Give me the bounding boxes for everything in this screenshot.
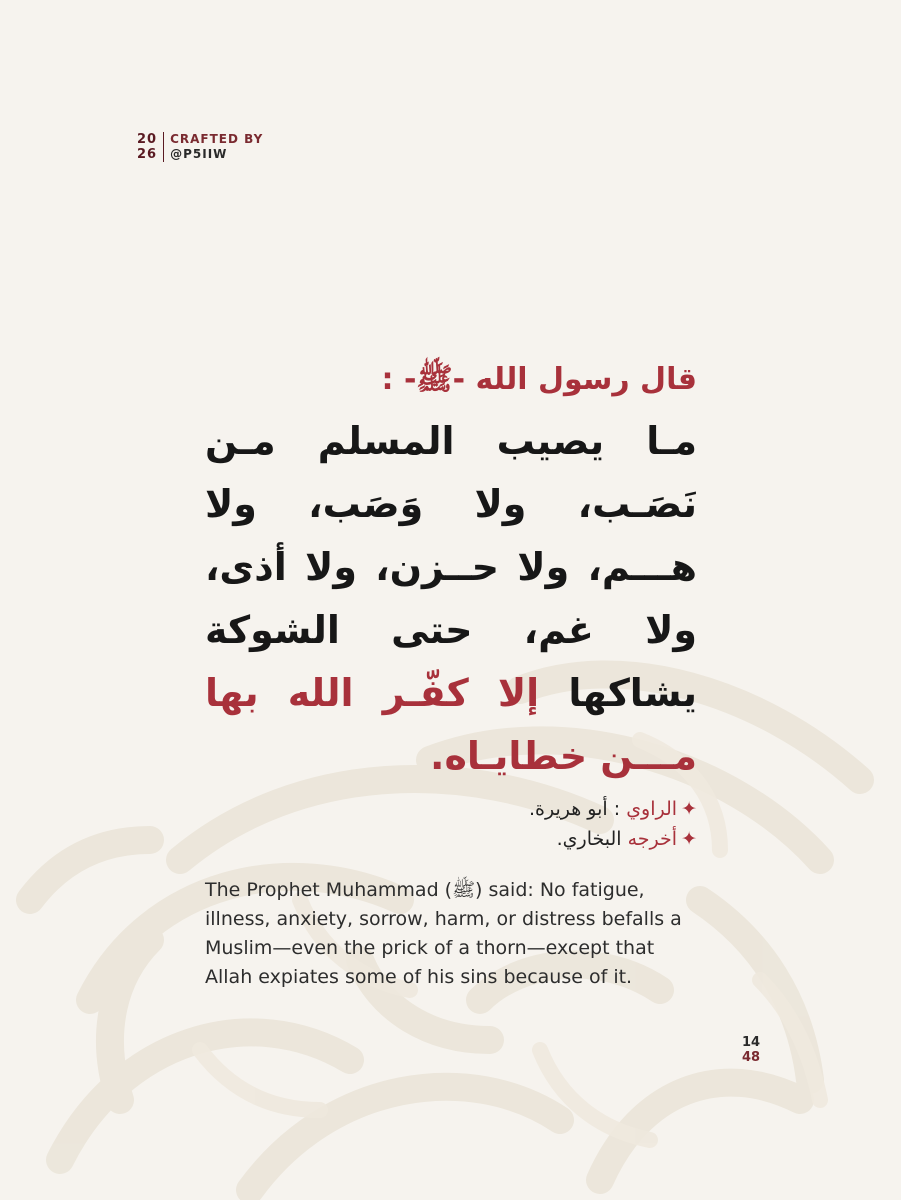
- hadith-arabic: [205, 350, 697, 854]
- hadith-text-highlight: إلا كفّـر الله بها مـــن خطايـاه.: [205, 671, 697, 778]
- credit-header: [137, 132, 263, 162]
- star-icon: ✦: [681, 828, 697, 850]
- hadith-text: [205, 410, 697, 788]
- source-value: البخاري.: [556, 828, 622, 850]
- crafted-by-label: CRAFTED BY: [170, 132, 264, 146]
- english-translation: The Prophet Muhammad (ﷺ) said: No fatigue, illness, anxiety, sorrow, harm, or distress befalls a Muslim—even the prick of a thorn—except that Allah expiates some of his sins because of it.: [205, 879, 682, 988]
- narration-info: [205, 794, 697, 854]
- hadith-text-main: مـا يصيب المسلم مـن نَصَـب، ولا وَصَب، ولا هـــم، ولا حــزن، ولا أذى، ولا غم، حتى الشوكة يشاكها: [205, 419, 698, 715]
- narrator-label: الراوي: [626, 798, 678, 820]
- main-content: [205, 350, 697, 992]
- narrator-line: [205, 794, 697, 824]
- page-number-bottom: 48: [742, 1050, 761, 1065]
- hadith-intro: قال رسول الله -ﷺ- :: [381, 362, 697, 397]
- source-line: [205, 824, 697, 854]
- year-top: 20: [137, 132, 158, 147]
- source-label: أخرجه: [627, 828, 678, 850]
- credit-block: [164, 132, 263, 162]
- year-block: [137, 132, 164, 162]
- year-bottom: 26: [137, 147, 158, 162]
- author-handle: @P5IIW: [170, 147, 228, 161]
- page-number: [742, 1035, 760, 1065]
- star-icon: ✦: [681, 798, 697, 820]
- page-number-top: 14: [742, 1035, 761, 1050]
- narrator-value: : أبو هريرة.: [529, 798, 621, 820]
